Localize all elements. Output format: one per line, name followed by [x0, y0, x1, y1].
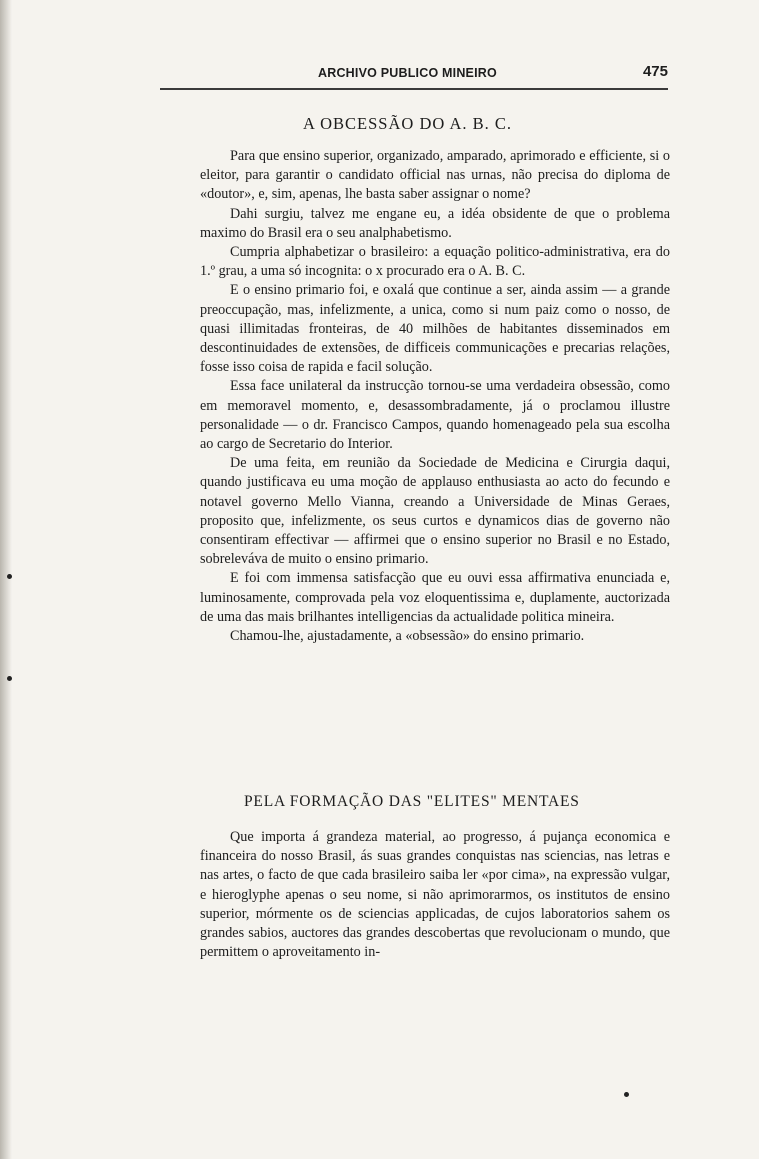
ink-dot — [624, 1092, 629, 1097]
paragraph: E o ensino primario foi, e oxalá que continue a ser, ainda assim — a grande preoccupação, mas, infelizmente, a unica, como si num paiz como o nosso, de quasi illimitadas fronteiras, de 40 milhões de habitantes disseminados em descontinuidades de extensões, de difficeis communicações e precarias relações, fosse isso coisa de rapida e facil solução. — [200, 282, 670, 376]
article-body — [200, 147, 670, 646]
header-rule — [160, 88, 668, 90]
paragraph: Que importa á grandeza material, ao progresso, á pujança economica e financeira do nosso Brasil, ás suas grandes conquistas nas sciencias, nas letras e nas artes, o facto de que cada brasileiro saiba ler «por cima», na expressão vulgar, e hieroglyphe apenas o seu nome, si não aprimorarmos, os institutos de ensino superior, mórmente os de sciencias applicadas, de cujos laboratorios sahem os grandes sabios, auctores das grandes descobertas que revolucionam o mundo, que permittem o aproveitamento in- — [200, 829, 670, 961]
section-body — [200, 828, 670, 962]
page-gutter-shadow — [0, 0, 12, 1159]
page-header — [160, 63, 668, 85]
article-title: A OBCESSÃO DO A. B. C. — [303, 114, 513, 133]
paragraph: Para que ensino superior, organizado, amparado, aprimorado e efficiente, si o eleitor, para garantir o candidato official nas urnas, não precisa do diploma de «doutor», e, sim, apenas, lhe basta saber assignar o nome? — [200, 148, 670, 203]
paragraph: Cumpria alphabetizar o brasileiro: a equação politico-administrativa, era do 1.º grau, a uma só incognita: o x procurado era o A. B. C. — [200, 244, 670, 280]
margin-mark — [7, 574, 12, 579]
page-number: 475 — [642, 63, 668, 80]
paragraph: Dahi surgiu, talvez me engane eu, a idéa obsidente de que o problema maximo do Brasil era o seu analphabetismo. — [200, 205, 670, 241]
margin-mark — [7, 676, 12, 681]
paragraph: Chamou-lhe, ajustadamente, a «obsessão» do ensino primario. — [230, 628, 585, 645]
running-head: ARCHIVO PUBLICO MINEIRO — [318, 66, 497, 80]
section-heading: PELA FORMAÇÃO DAS "ELITES" MENTAES — [244, 793, 580, 810]
paragraph: De uma feita, em reunião da Sociedade de Medicina e Cirurgia daqui, quando justificava eu uma moção de applauso enthusiasta ao acto do fecundo e notavel governo Mello Vianna, creando a Universidade de Minas Geraes, proposito que, infelizmente, os seus curtos e dynamicos dias de governo não consentiram effectivar — affirmei que o ensino superior no Brasil e no Estado, sobreleváva de muito o ensino primario. — [200, 455, 670, 568]
paragraph: Essa face unilateral da instrucção tornou-se uma verdadeira obsessão, como em memoravel momento, e, desassombradamente, já o proclamou illustre personalidade — o dr. Francisco Campos, quando homenageado pela sua escolha ao cargo de Secretario do Interior. — [200, 378, 670, 453]
paragraph: E foi com immensa satisfacção que eu ouvi essa affirmativa enunciada e, luminosamente, comprovada pela voz eloquentissima e, duplamente, auctorizada de uma das mais brilhantes intelligencias da actualidade politica mineira. — [200, 570, 670, 625]
